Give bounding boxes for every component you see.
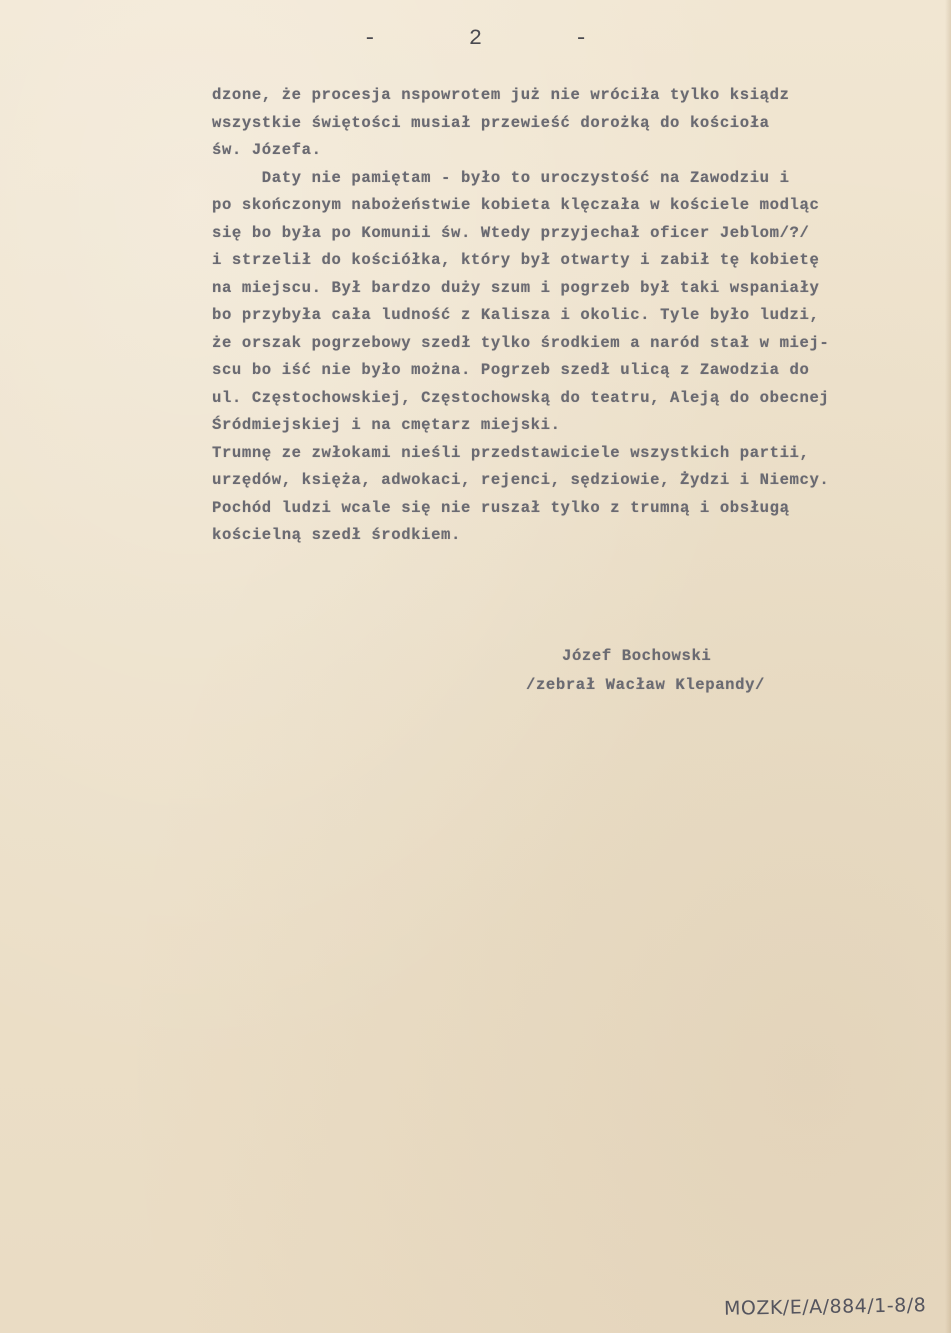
- archive-reference-mark: MOZK/E/A/884/1-8/8: [723, 1294, 927, 1320]
- text-line: scu bo iść nie było można. Pogrzeb szedł ulicą z Zawodzia do: [212, 361, 810, 379]
- text-line: dzone, że procesja nspowrotem już nie wróciła tylko ksiądz: [212, 86, 790, 104]
- text-line: Śródmiejskiej i na cmętarz miejski.: [212, 416, 561, 434]
- page-number: - 2 -: [363, 26, 588, 51]
- text-line: ul. Częstochowskiej, Częstochowską do teatru, Aleją do obecnej: [212, 388, 830, 407]
- text-line: po skończonym nabożeństwie kobieta klęczała w kościele modląc: [212, 196, 820, 214]
- text-line: urzędów, księża, adwokaci, rejenci, sędziowie, Żydzi i Niemcy.: [212, 471, 830, 489]
- collector-note: /zebrał Wacław Klepandy/: [526, 676, 765, 694]
- text-line: Pochód ludzi wcale się nie ruszał tylko z trumną i obsługą: [212, 498, 790, 517]
- text-line: Daty nie pamiętam - było to uroczystość na Zawodziu i: [212, 168, 790, 187]
- text-line: że orszak pogrzebowy szedł tylko środkiem a naród stał w miej-: [212, 333, 830, 352]
- text-line: wszystkie świętości musiał przewieść dorożką do kościoła: [212, 113, 770, 132]
- text-line: św. Józefa.: [212, 141, 322, 159]
- text-line: kościelną szedł środkiem.: [212, 526, 461, 544]
- text-line: na miejscu. Był bardzo duży szum i pogrzeb był taki wspaniały: [212, 278, 820, 297]
- text-line: się bo była po Komunii św. Wtedy przyjechał oficer Jeblom/?/: [212, 223, 810, 242]
- typewritten-text: [212, 82, 947, 550]
- text-line: bo przybyła cała ludność z Kalisza i okolic. Tyle było ludzi,: [212, 306, 820, 324]
- text-line: Trumnę ze zwłokami nieśli przedstawiciele wszystkich partii,: [212, 443, 810, 462]
- text-line: i strzelił do kościółka, który był otwarty i zabił tę kobietę: [212, 251, 820, 269]
- signatory-name: Józef Bochowski: [562, 647, 712, 665]
- signature-block: [526, 642, 765, 700]
